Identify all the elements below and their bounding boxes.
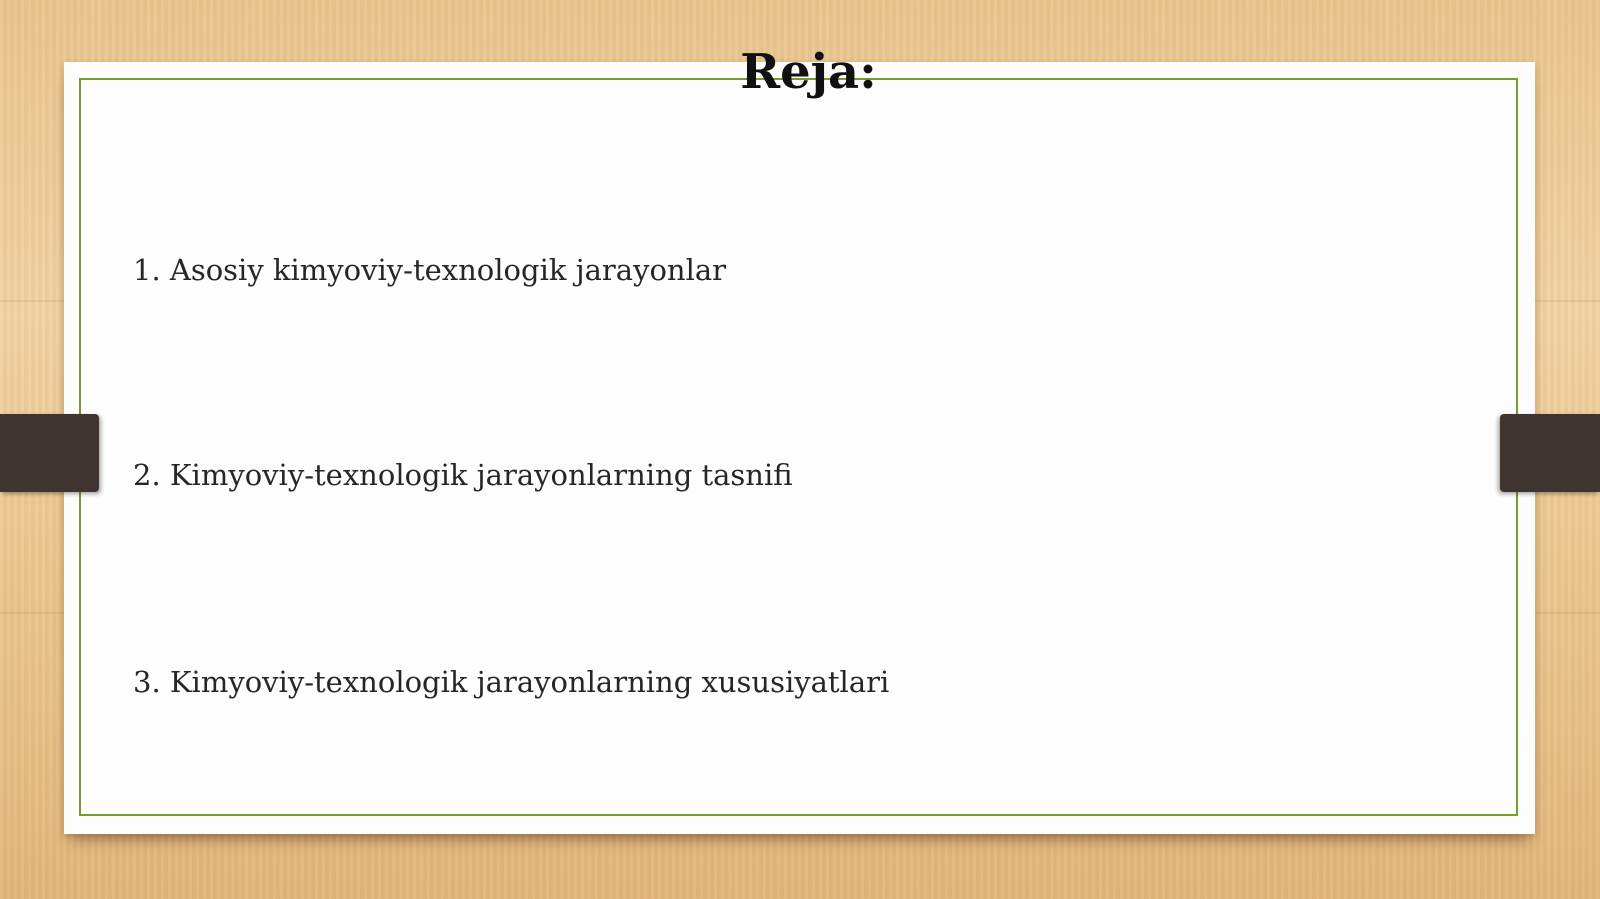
plan-item-text: Asosiy kimyoviy-texnologik jarayonlar <box>169 253 727 287</box>
right-binder-clip <box>1500 414 1600 492</box>
slide-title: Reja: <box>740 44 877 100</box>
plan-item <box>133 250 726 290</box>
plan-item-number: 1. <box>133 253 161 287</box>
left-binder-clip <box>0 414 99 492</box>
plan-item-text: Kimyoviy-texnologik jarayonlarning tasnifi <box>169 458 793 492</box>
slide-frame-border <box>79 78 1518 816</box>
plan-item <box>133 455 793 495</box>
plan-item-number: 3. <box>133 665 161 699</box>
plan-item <box>133 662 889 702</box>
plan-item-number: 2. <box>133 458 161 492</box>
plan-item-text: Kimyoviy-texnologik jarayonlarning xususiyatlari <box>169 665 890 699</box>
